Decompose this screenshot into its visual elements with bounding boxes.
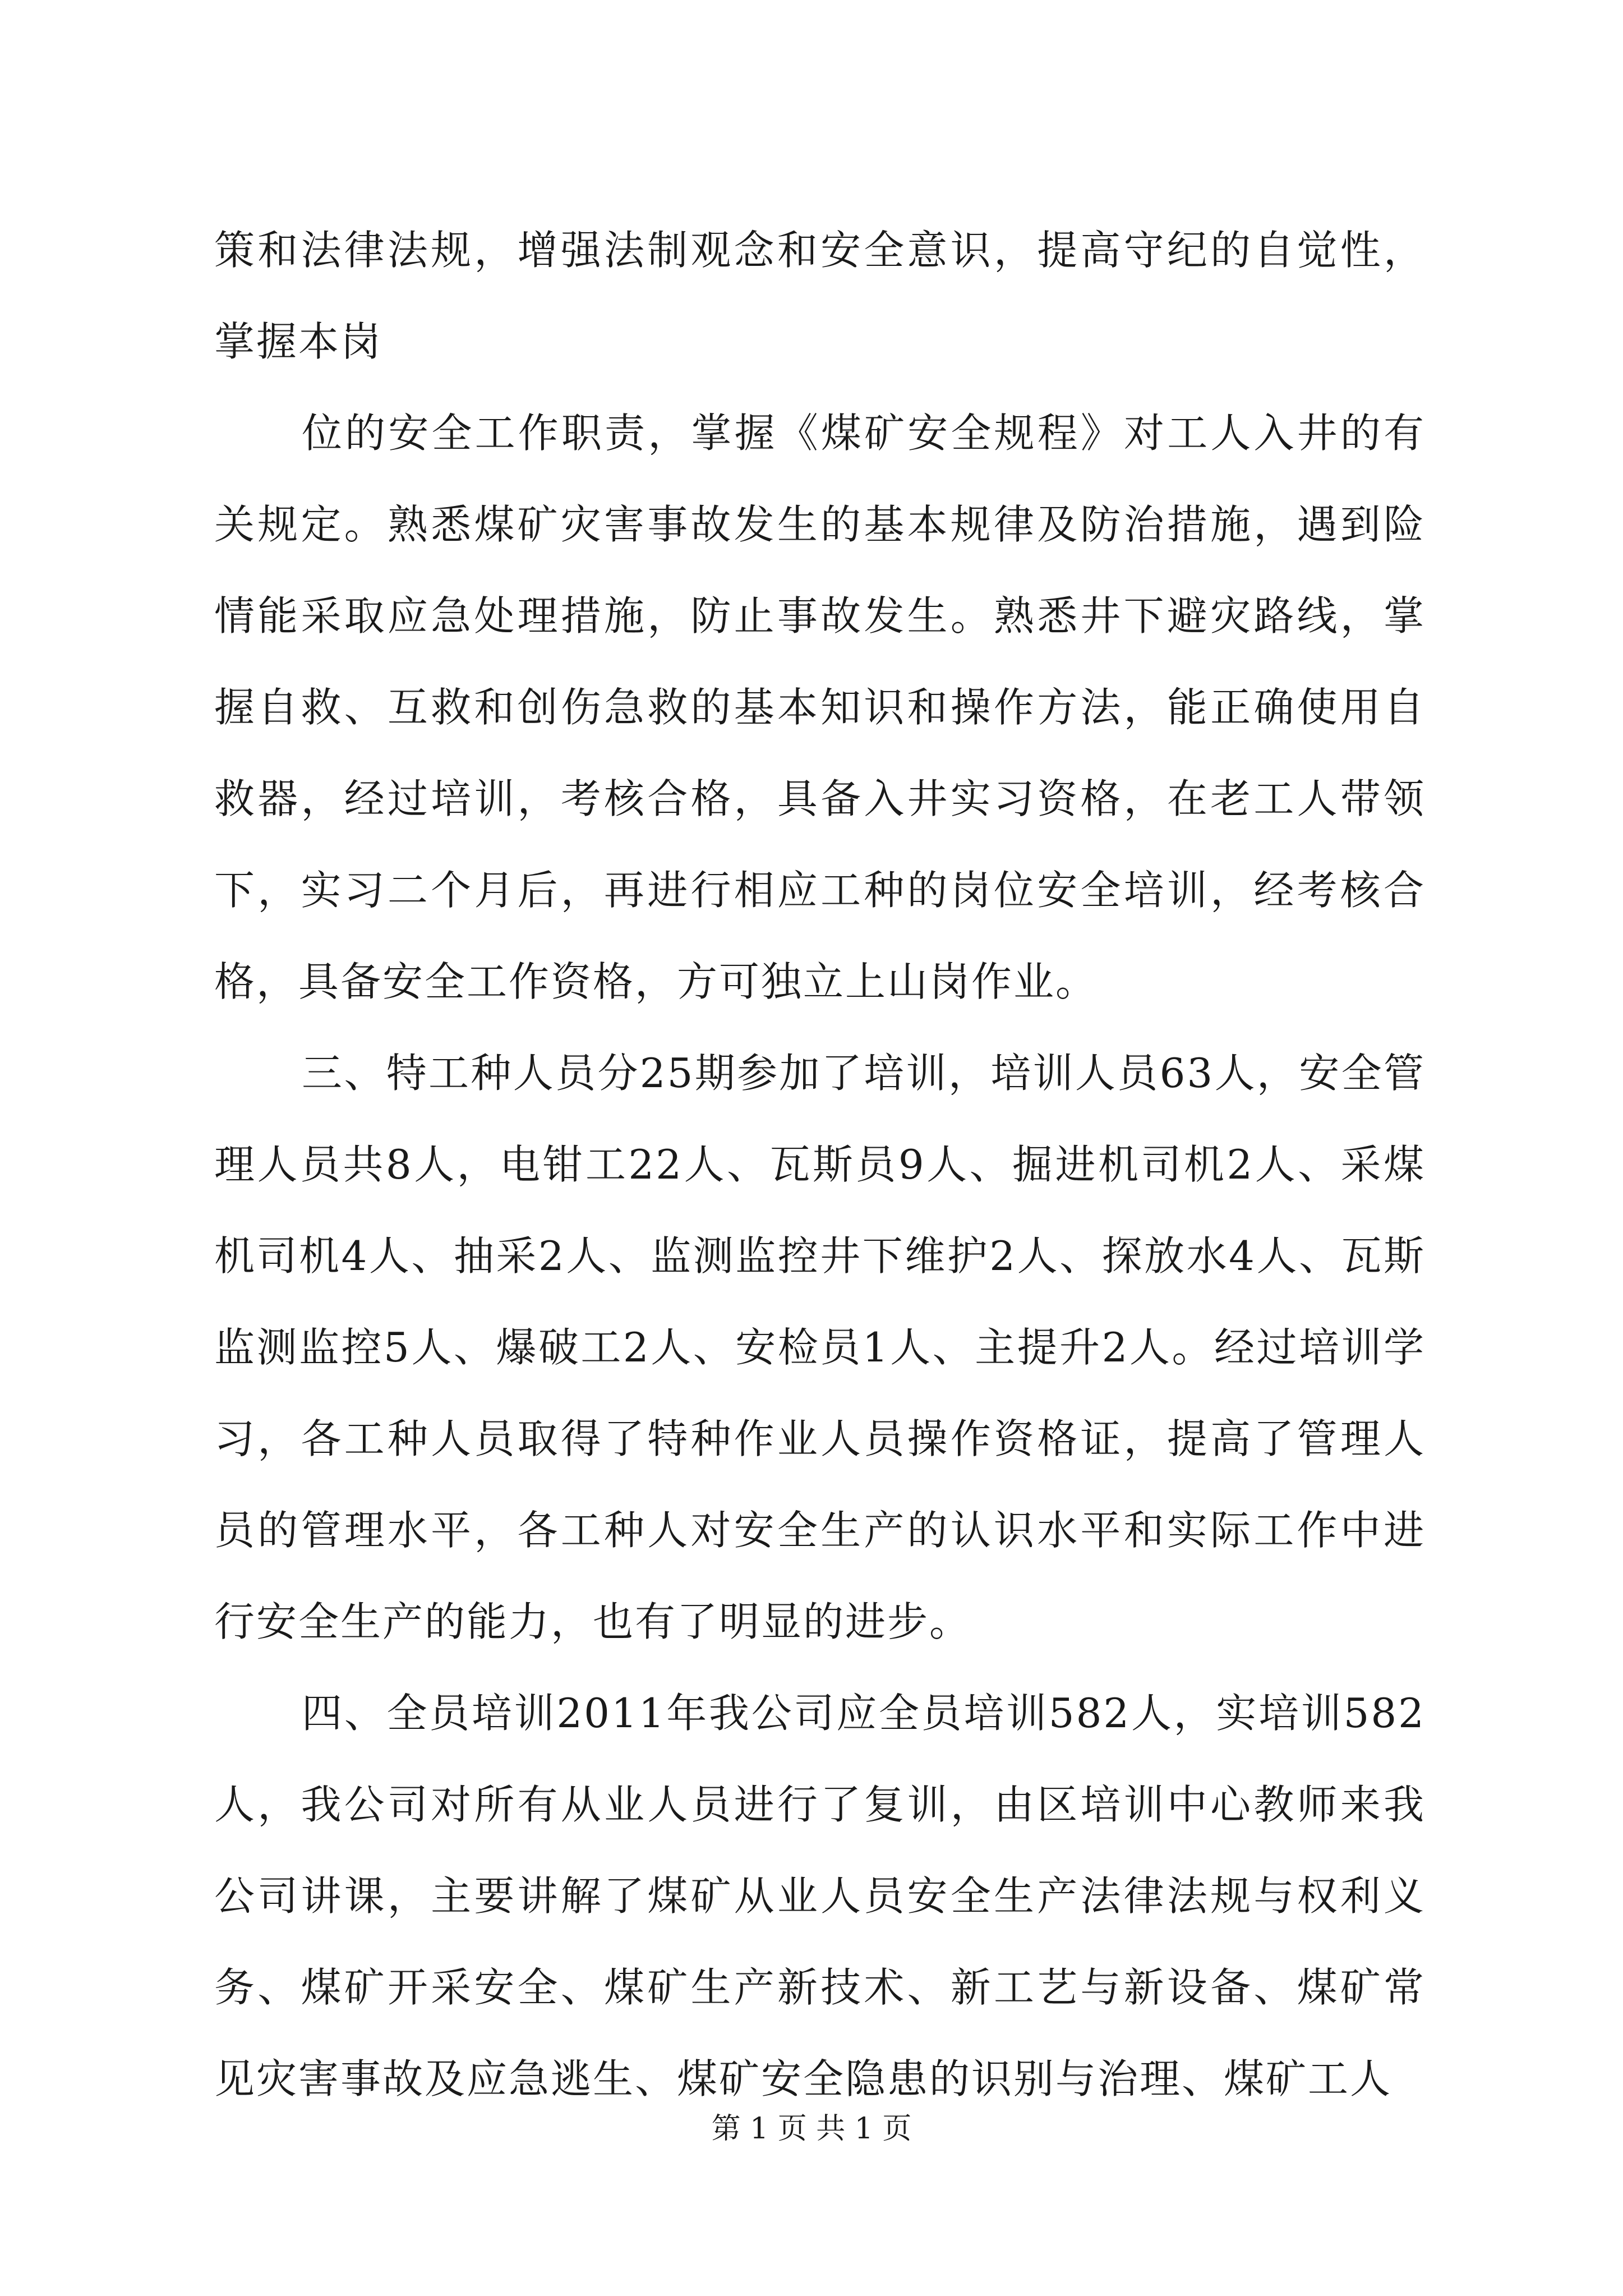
- paragraph-job-duties: 位的安全工作职责，掌握《煤矿安全规程》对工人入井的有关规定。熟悉煤矿灾害事故发生的基本规律及防治措施，遇到险情能采取应急处理措施，防止事故发生。熟悉井下避灾路线，掌握自救、互救和创伤急救的基本知识和操作方法，能正确使用自救器，经过培训，考核合格，具备入井实习资格，在老工人带领下，实习二个月后，再进行相应工种的岗位安全培训，经考核合格，具备安全工作资格，方可独立上山岗作业。: [214, 409, 1426, 1005]
- paragraph-all-staff-training: 四、全员培训2011年我公司应全员培训582人，实培训582人，我公司对所有从业人员进行了复训，由区培训中心教师来我公司讲课，主要讲解了煤矿从业人员安全生产法律法规与权利义务、煤矿开采安全、煤矿生产新技术、新工艺与新设备、煤矿常见灾害事故及应急逃生、煤矿安全隐患的识别与治理、煤矿工人: [214, 1690, 1426, 2102]
- paragraph-continuation: 策和法律法规，增强法制观念和安全意识，提高守纪的自觉性，掌握本岗: [214, 227, 1426, 365]
- page-footer: 第 1 页 共 1 页: [711, 2112, 912, 2146]
- paragraph-special-workers-training: 三、特工种人员分25期参加了培训，培训人员63人，安全管理人员共8人，电钳工22人、瓦斯员9人、掘进机司机2人、采煤机司机4人、抽采2人、监测监控井下维护2人、探放水4人、瓦斯监测监控5人、爆破工2人、安检员1人、主提升2人。经过培训学习，各工种人员取得了特种作业人员操作资格证，提高了管理人员的管理水平，各工种人对安全生产的认识水平和实际工作中进行安全生产的能力，也有了明显的进步。: [214, 1050, 1426, 1645]
- document-body: [214, 205, 1426, 2125]
